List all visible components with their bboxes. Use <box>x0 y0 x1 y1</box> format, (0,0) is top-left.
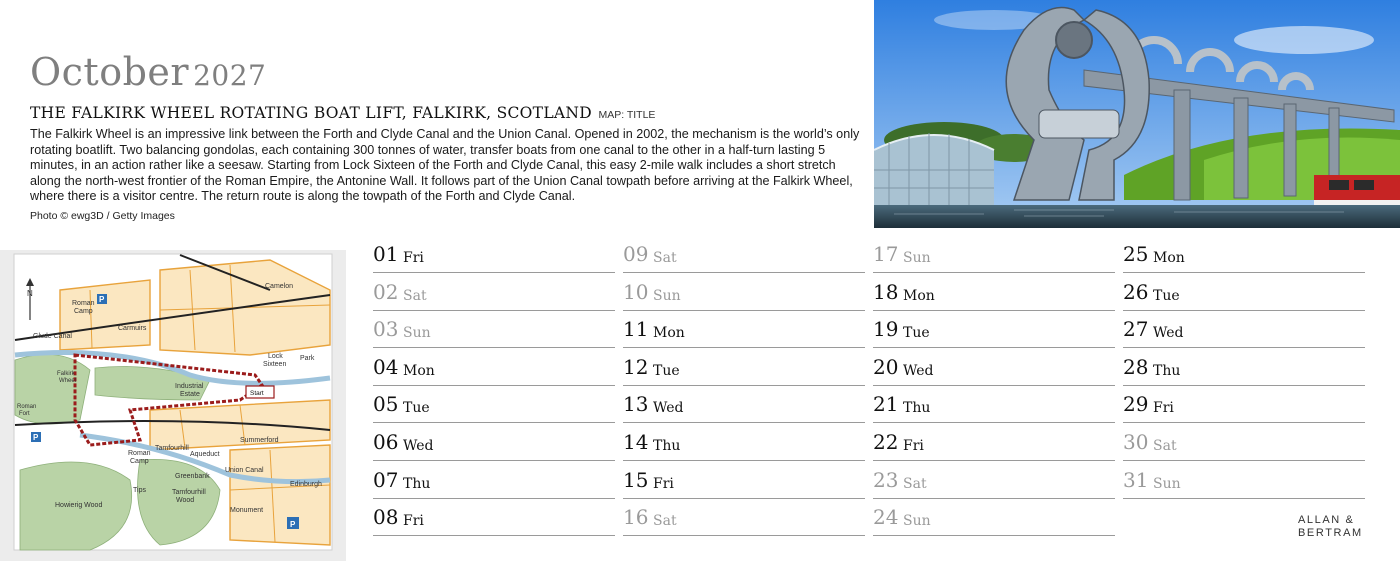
map-label-monument: Monument <box>230 507 264 514</box>
map-label-tips: Tips <box>133 487 146 494</box>
day-of-week: Mon <box>1153 250 1185 266</box>
day-of-week: Tue <box>1153 287 1180 304</box>
day-number: 10 <box>623 279 649 304</box>
day-number: 25 <box>1123 242 1149 266</box>
day-of-week: Thu <box>403 475 431 492</box>
map-label-roman-camp-top: Roman <box>72 300 95 307</box>
calendar-day <box>373 349 615 386</box>
calendar-day <box>873 311 1115 348</box>
feature-description: The Falkirk Wheel is an impressive link between the Forth and Clyde Canal and the Union Canal. Opened in 2002, the mechanism is the world’s only rotating boatlift. Two balancing gondolas, each containing 300 tonnes of water, transfer boats from one canal to the other in a half-turn lasting 5 minutes, in an action rather like a seesaw. Starting from Lock Sixteen of the Forth and Clyde Canal, this easy 2-mile walk includes a short stretch along the north-west frontier of the Roman Empire, the Antonine Wall. It follows part of the Union Canal towpath before arriving at the Falkirk Wheel, where there is a visitor centre. The return route is along the towpath of the Forth and Clyde Canal. <box>30 127 860 204</box>
map-label-falkirk: Falkirk <box>57 371 75 377</box>
day-number: 27 <box>1123 317 1149 342</box>
map-label-wood: Wood <box>176 497 195 504</box>
calendar-day <box>1123 236 1365 273</box>
day-number: 12 <box>623 354 649 379</box>
day-of-week: Fri <box>903 438 924 454</box>
map-label-tamfourhill: Tamfourhill <box>155 445 189 452</box>
day-of-week: Mon <box>903 287 935 304</box>
day-number: 01 <box>373 242 399 266</box>
calendar-day <box>873 462 1115 499</box>
day-of-week: Wed <box>903 362 934 379</box>
calendar-day <box>1123 386 1365 423</box>
day-of-week: Sat <box>1153 438 1177 454</box>
calendar-day <box>623 349 865 386</box>
day-number: 31 <box>1123 467 1149 492</box>
calendar-day <box>873 274 1115 311</box>
day-number: 08 <box>373 505 399 530</box>
calendar-day <box>623 424 865 461</box>
parking-icon: P <box>290 520 296 529</box>
day-of-week: Mon <box>403 362 435 379</box>
day-of-week: Sat <box>403 287 427 304</box>
day-of-week: Sun <box>903 250 931 266</box>
map-label-lock: Lock <box>268 353 283 360</box>
day-of-week: Tue <box>403 400 430 417</box>
calendar-day <box>373 424 615 461</box>
route-map <box>0 250 346 561</box>
publisher-line-2: BERTRAM <box>1298 527 1363 539</box>
map-label-summerford: Summerford <box>240 437 279 444</box>
day-number: 24 <box>873 505 899 530</box>
calendar-day <box>623 274 865 311</box>
day-of-week: Sat <box>903 475 927 492</box>
day-number: 28 <box>1123 354 1149 379</box>
map-label-edinburgh: Edinburgh <box>290 481 322 488</box>
day-number: 20 <box>873 354 899 379</box>
day-number: 16 <box>623 505 649 530</box>
map-label-carmuirs: Carmuirs <box>118 325 147 332</box>
calendar-day <box>623 236 865 273</box>
calendar-day <box>873 349 1115 386</box>
calendar-day <box>1123 274 1365 311</box>
day-of-week: Thu <box>1153 362 1181 379</box>
day-of-week: Sun <box>653 287 681 304</box>
calendar-day <box>373 236 615 273</box>
day-number: 02 <box>373 279 399 304</box>
calendar-day <box>623 386 865 423</box>
day-of-week: Thu <box>653 438 681 454</box>
calendar-day <box>623 311 865 348</box>
map-label-camp-bottom: Camp <box>130 458 149 465</box>
day-number: 30 <box>1123 430 1149 454</box>
calendar-day <box>623 499 865 536</box>
day-number: 23 <box>873 467 899 492</box>
calendar-day <box>373 274 615 311</box>
map-label-roman-camp-bottom: Roman <box>128 450 151 457</box>
calendar-day <box>1123 424 1365 461</box>
calendar-day <box>373 311 615 348</box>
calendar-day <box>873 386 1115 423</box>
map-label-aqueduct: Aqueduct <box>190 451 220 458</box>
falkirk-wheel-photo <box>874 0 1400 228</box>
day-number: 29 <box>1123 392 1149 417</box>
photo-credit: Photo © ewg3D / Getty Images <box>30 210 175 222</box>
map-label-union-canal: Union Canal <box>225 467 264 474</box>
day-of-week: Wed <box>1153 325 1184 342</box>
publisher-logo <box>1298 514 1363 540</box>
day-of-week: Sun <box>1153 475 1181 492</box>
day-number: 14 <box>623 430 649 454</box>
calendar-day <box>1123 462 1365 499</box>
calendar-day <box>873 499 1115 536</box>
day-number: 07 <box>373 467 399 492</box>
map-label-wheel: Wheel <box>59 378 77 384</box>
calendar-day <box>373 386 615 423</box>
day-of-week: Fri <box>403 513 424 530</box>
falkirk-wheel-illustration <box>874 0 1400 228</box>
day-of-week: Fri <box>653 475 674 492</box>
day-of-week: Tue <box>653 362 680 379</box>
day-number: 03 <box>373 317 399 342</box>
parking-icon: P <box>33 433 39 442</box>
map-label-roman-camp-top-2: Camp <box>74 308 93 315</box>
calendar-day <box>873 236 1115 273</box>
day-number: 06 <box>373 430 399 454</box>
day-of-week: Sun <box>903 513 931 530</box>
map-label-greenbank: Greenbank <box>175 473 210 480</box>
map-north-label: N <box>27 289 33 298</box>
feature-title-row <box>30 104 655 123</box>
day-number: 15 <box>623 467 649 492</box>
map-reference: MAP: TITLE <box>598 109 656 121</box>
day-number: 05 <box>373 392 399 417</box>
year: 2027 <box>193 59 267 92</box>
day-number: 04 <box>373 354 399 379</box>
day-number: 19 <box>873 317 899 342</box>
day-of-week: Tue <box>903 325 930 342</box>
day-number: 26 <box>1123 279 1149 304</box>
day-number: 13 <box>623 392 649 417</box>
day-number: 21 <box>873 392 899 417</box>
map-label-roman-fort: Roman <box>17 404 37 410</box>
calendar-day <box>623 462 865 499</box>
day-of-week: Fri <box>403 250 424 266</box>
map-start-label: Start <box>250 390 264 397</box>
map-label-park: Park <box>300 355 315 362</box>
day-of-week: Mon <box>653 325 685 342</box>
month-name: October <box>30 50 190 94</box>
calendar-day <box>373 462 615 499</box>
day-of-week: Sun <box>403 325 431 342</box>
red-boat <box>1314 175 1400 205</box>
map-label-howierig-wood: Howierig Wood <box>55 502 103 509</box>
calendar-day <box>1123 311 1365 348</box>
day-of-week: Sat <box>653 250 677 266</box>
parking-icon: P <box>99 295 105 304</box>
map-label-tamfourhill-wood: Tamfourhill <box>172 489 206 496</box>
day-number: 22 <box>873 430 899 454</box>
day-of-week: Wed <box>653 400 684 417</box>
map-label-glude-canal: Glude Canal <box>33 333 72 340</box>
month-heading <box>30 50 266 94</box>
feature-title: THE FALKIRK WHEEL ROTATING BOAT LIFT, FALKIRK, SCOTLAND <box>30 104 592 122</box>
calendar-day <box>373 499 615 536</box>
day-of-week: Fri <box>1153 400 1174 417</box>
day-number: 17 <box>873 242 899 266</box>
publisher-line-1: ALLAN & <box>1298 514 1355 526</box>
day-number: 18 <box>873 279 899 304</box>
map-label-camelon: Camelon <box>265 283 294 290</box>
calendar-day <box>873 424 1115 461</box>
day-number: 11 <box>623 317 649 342</box>
map-label-fort: Fort <box>19 411 30 417</box>
route-map-illustration <box>0 250 346 561</box>
day-of-week: Wed <box>403 438 434 454</box>
day-of-week: Thu <box>903 400 931 417</box>
map-label-estate: Estate <box>180 391 200 398</box>
map-label-sixteen: Sixteen <box>263 361 287 368</box>
map-label-industrial: Industrial <box>175 383 204 390</box>
day-number: 09 <box>623 242 649 266</box>
day-of-week: Sat <box>653 513 677 530</box>
calendar-day <box>1123 349 1365 386</box>
